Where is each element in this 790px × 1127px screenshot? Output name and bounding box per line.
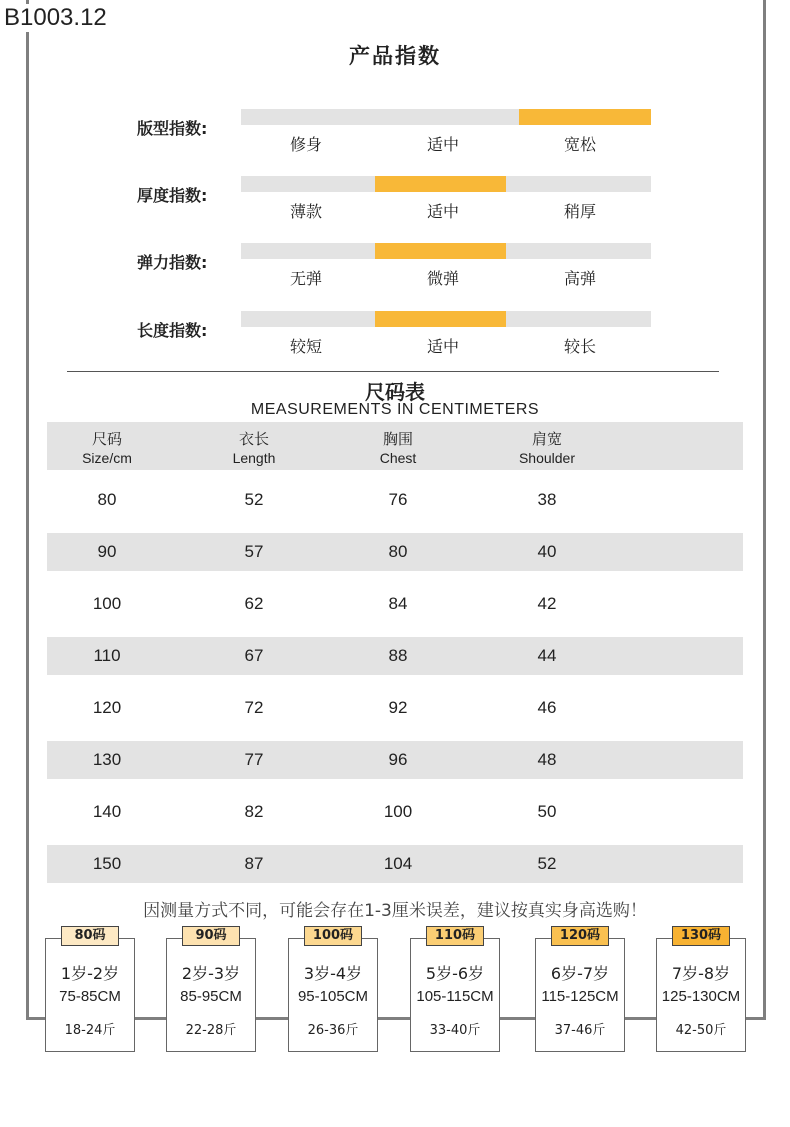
table-cell: 96	[388, 750, 408, 769]
table-row	[47, 533, 743, 571]
table-cell: 92	[388, 698, 408, 717]
table-cell: 52	[244, 490, 264, 509]
table-cell: 52	[537, 854, 557, 873]
size-card	[45, 938, 135, 1052]
index-option: 微弹	[426, 269, 459, 288]
card-height: 95-105CM	[297, 988, 369, 1005]
index-option: 稍厚	[563, 202, 596, 221]
size-badge: 80码	[61, 926, 119, 946]
table-cell: 88	[388, 646, 408, 665]
index-option: 无弹	[289, 269, 322, 288]
card-age: 3岁-4岁	[303, 964, 363, 983]
card-weight: 18-24斤	[64, 1023, 116, 1038]
index-selected-segment	[519, 109, 651, 125]
card-age: 1岁-2岁	[60, 964, 120, 983]
table-cell: 100	[92, 594, 122, 613]
table-cell: 50	[537, 802, 557, 821]
index-option: 高弹	[563, 269, 596, 288]
size-badge: 100码	[304, 926, 362, 946]
index-bar	[241, 176, 651, 192]
index-bar	[241, 243, 651, 259]
size-chart-subtitle: MEASUREMENTS IN CENTIMETERS	[250, 401, 540, 418]
size-badge: 110码	[426, 926, 484, 946]
index-option: 薄款	[289, 202, 322, 221]
table-cell: 84	[388, 594, 408, 613]
card-weight: 33-40斤	[429, 1023, 481, 1038]
measurement-note: 因测量方式不同，可能会存在1-3厘米误差，建议按真实身高选购！	[143, 901, 647, 921]
card-height: 85-95CM	[180, 988, 242, 1005]
table-cell: 77	[244, 750, 264, 769]
card-height: 75-85CM	[59, 988, 121, 1005]
card-age: 6岁-7岁	[550, 964, 610, 983]
table-row	[47, 481, 743, 519]
table-cell: 44	[537, 646, 557, 665]
index-selected-segment	[375, 176, 506, 192]
index-option: 适中	[426, 337, 459, 356]
card-weight: 26-36斤	[307, 1023, 359, 1038]
size-chart-title: 尺码表	[365, 380, 425, 404]
header-length: 衣长 Length	[232, 430, 276, 466]
table-cell: 80	[97, 490, 117, 509]
table-cell: 62	[244, 594, 264, 613]
table-row	[47, 845, 743, 883]
table-row	[47, 585, 743, 623]
size-card	[410, 938, 500, 1052]
table-cell: 67	[244, 646, 264, 665]
table-cell: 110	[93, 646, 121, 665]
size-badge: 130码	[672, 926, 730, 946]
table-cell: 38	[537, 490, 557, 509]
card-weight: 22-28斤	[185, 1023, 237, 1038]
header-chest: 胸围 Chest	[379, 430, 417, 466]
index-label: 弹力指数:	[137, 253, 208, 272]
size-card	[656, 938, 746, 1052]
card-height: 115-125CM	[541, 988, 619, 1005]
table-cell: 140	[92, 802, 122, 821]
table-cell: 100	[383, 802, 413, 821]
table-row	[47, 689, 743, 727]
size-card	[535, 938, 625, 1052]
table-cell: 76	[388, 490, 408, 509]
index-title: 产品指数	[349, 44, 441, 68]
card-age: 5岁-6岁	[425, 964, 485, 983]
card-weight: 42-50斤	[675, 1023, 727, 1038]
size-card	[288, 938, 378, 1052]
card-height: 125-130CM	[661, 988, 741, 1005]
index-option: 宽松	[563, 135, 596, 154]
table-cell: 120	[92, 698, 122, 717]
card-height: 105-115CM	[416, 988, 494, 1005]
table-cell: 87	[244, 854, 264, 873]
index-option: 较长	[563, 337, 596, 356]
table-cell: 104	[383, 854, 413, 873]
index-selected-segment	[375, 243, 506, 259]
table-row	[47, 637, 743, 675]
table-cell: 80	[388, 542, 408, 561]
table-row	[47, 793, 743, 831]
card-age: 2岁-3岁	[181, 964, 241, 983]
table-cell: 42	[537, 594, 557, 613]
table-cell: 46	[537, 698, 557, 717]
index-option: 适中	[426, 202, 459, 221]
table-cell: 40	[537, 542, 557, 561]
index-label: 厚度指数:	[137, 186, 208, 205]
product-code: B1003.12	[4, 4, 111, 32]
size-badge: 120码	[551, 926, 609, 946]
table-cell: 57	[244, 542, 264, 561]
index-option: 较短	[289, 337, 322, 356]
index-bar	[241, 109, 651, 125]
table-cell: 48	[537, 750, 557, 769]
table-row	[47, 741, 743, 779]
index-selected-segment	[375, 311, 506, 327]
card-weight: 37-46斤	[554, 1023, 606, 1038]
index-label: 版型指数:	[137, 119, 208, 138]
size-card	[166, 938, 256, 1052]
index-bar	[241, 311, 651, 327]
header-shoulder: 肩宽 Shoulder	[518, 430, 576, 466]
table-cell: 150	[92, 854, 122, 873]
table-cell: 72	[244, 698, 264, 717]
header-size: 尺码 Size/cm	[82, 430, 132, 466]
table-cell: 130	[92, 750, 122, 769]
index-label: 长度指数:	[137, 321, 208, 340]
index-option: 修身	[289, 135, 322, 154]
table-cell: 82	[244, 802, 264, 821]
size-badge: 90码	[182, 926, 240, 946]
index-option: 适中	[426, 135, 459, 154]
card-age: 7岁-8岁	[671, 964, 731, 983]
divider	[67, 371, 719, 372]
size-table-header	[47, 422, 743, 470]
table-cell: 90	[97, 542, 117, 561]
